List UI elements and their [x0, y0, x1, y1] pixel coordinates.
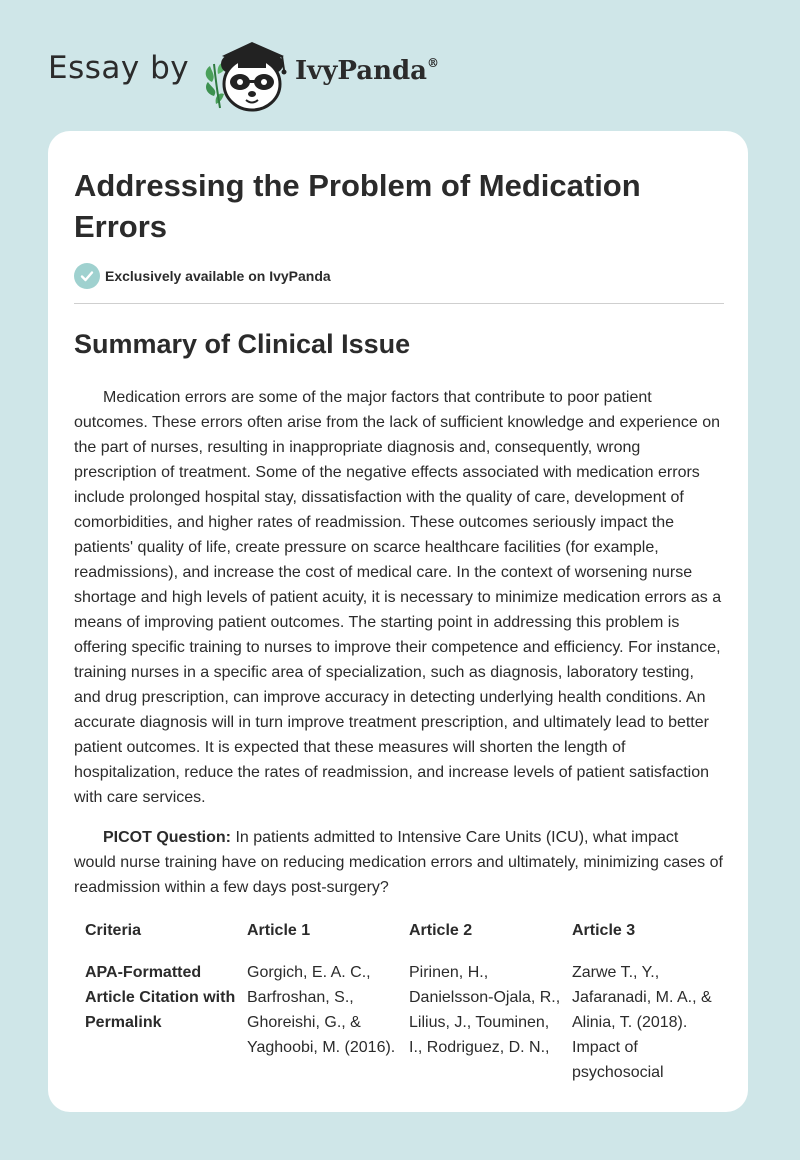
check-circle-icon — [74, 263, 100, 289]
picot-paragraph — [74, 825, 724, 900]
site-header — [48, 30, 548, 114]
table-header-cell: Criteria — [85, 922, 142, 939]
summary-paragraph: Medication errors are some of the major factors that contribute to poor patient outcomes. These errors often arise from the lack of sufficient knowledge and experience on the part of nurses, resulting in inappropriate diagnosis and, consequently, wrong prescription of treatment. Some of the negative effects associated with medication errors include prolonged hospital stay, dissatisfaction with the quality of care, development of comorbidities, and higher rates of readmission. These outcomes seriously impact the patients' quality of life, create pressure on scarce healthcare facilities (for example, readmissions), and increase the cost of medical care. In the context of worsening nurse shortage and high levels of patient acuity, it is necessary to minimize medication errors as a means of improving patient outcomes. The starting point in addressing this problem is offering specific training to nurses to improve their competence and efficiency. For instance, training nurses in a specific area of specialization, such as diagnosis, laboratory testing, and drug prescription, can improve accuracy in detecting underlying health conditions. An accurate diagnosis will in turn improve treatment prescription, and ultimately lead to better patient outcomes. It is expected that these measures will shorten the length of hospitalization, reduce the rates of readmission, and increase levels of patient satisfaction with care services. — [74, 389, 722, 806]
table-row — [74, 960, 724, 1085]
table-header-cell: Article 2 — [409, 922, 473, 939]
table-cell: Pirinen, H., Danielsson-Ojala, R., Lilius, J., Touminen, I., Rodriguez, D. N., — [409, 964, 561, 1056]
table-header-cell: Article 1 — [247, 922, 311, 939]
divider — [74, 303, 724, 304]
table-header-cell: Article 3 — [572, 922, 636, 939]
table-cell: Gorgich, E. A. C., Barfroshan, S., Ghoreishi, G., & Yaghoobi, M. (2016). — [247, 964, 396, 1056]
table-header-row — [74, 918, 724, 960]
picot-text: In patients admitted to Intensive Care Units (ICU), what impact would nurse training have on reducing medication errors and ultimately, minimizing cases of readmission within a few days post-surgery? — [74, 829, 723, 896]
table-cell: Zarwe T., Y., Jafaranadi, M. A., & Alinia, T. (2018). Impact of psychosocial — [572, 964, 712, 1081]
brand-name[interactable] — [295, 56, 439, 86]
exclusive-badge — [74, 263, 331, 289]
essay-by-label: Essay by — [48, 50, 190, 86]
brand-text: IvyPanda — [295, 56, 428, 86]
panda-logo-icon[interactable] — [202, 34, 300, 114]
essay-card — [48, 131, 748, 1112]
section-heading: Summary of Clinical Issue — [74, 329, 411, 359]
registered-mark: ® — [427, 56, 440, 71]
comparison-table — [74, 918, 724, 1085]
table-cell: APA-Formatted Article Citation with Permalink — [85, 964, 236, 1031]
essay-title: Addressing the Problem of Medication Errors — [74, 168, 641, 244]
exclusive-badge-text: Exclusively available on IvyPanda — [105, 268, 331, 284]
picot-label: PICOT Question: — [103, 829, 231, 846]
